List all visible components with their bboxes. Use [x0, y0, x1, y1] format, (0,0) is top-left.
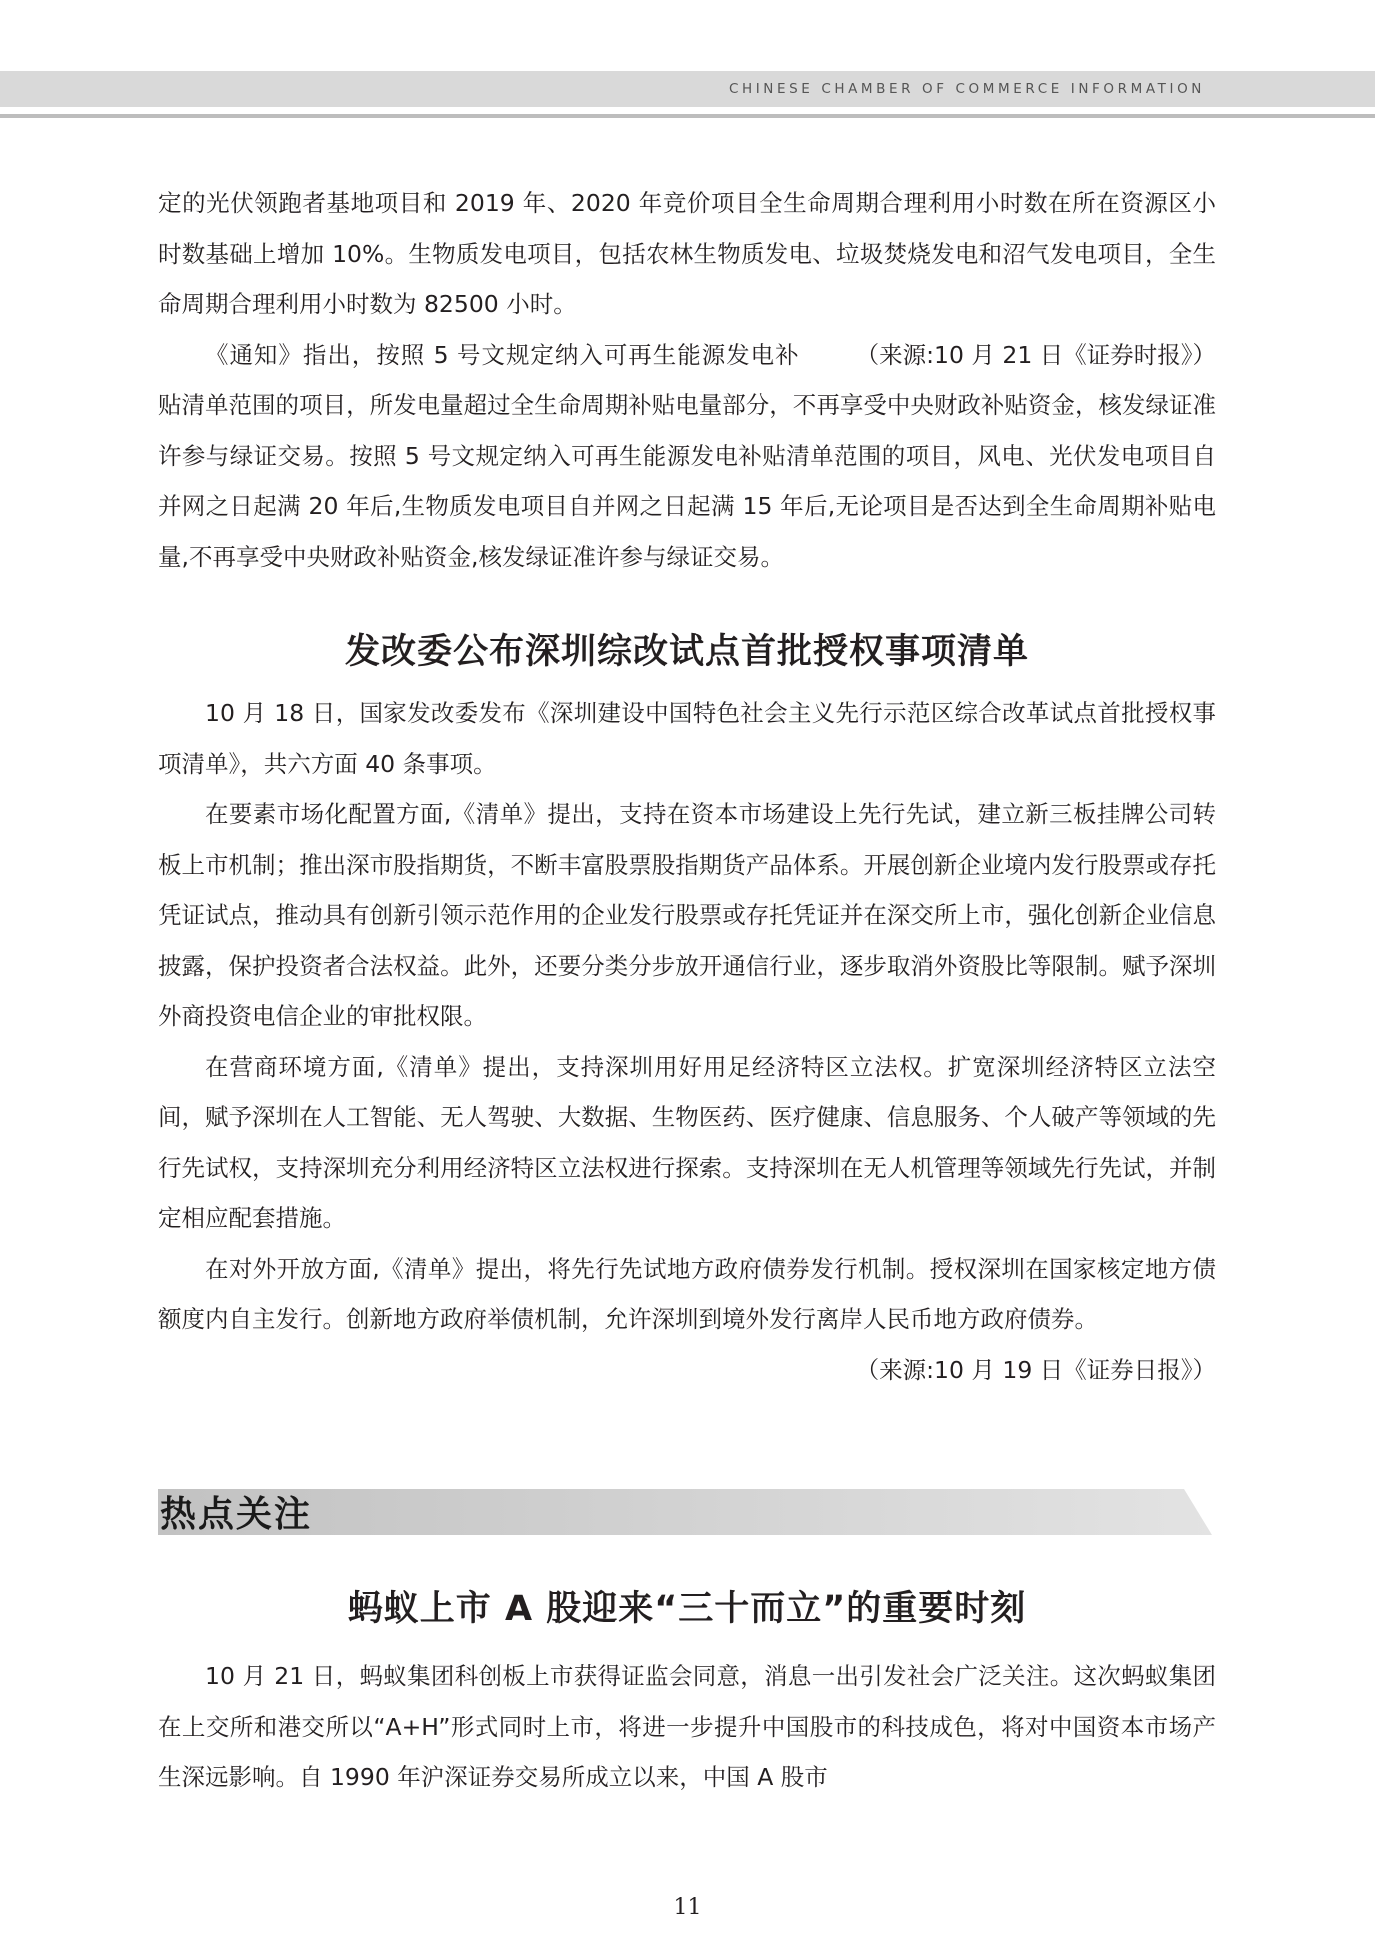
paragraph: 定的光伏领跑者基地项目和 2019 年、2020 年竞价项目全生命周期合理利用小时数在所在资源区小时数基础上增加 10%。生物质发电项目，包括农林生物质发电、垃圾焚烧发电和沼气发电项目，全生命周期合理利用小时数为 82500 小时。: [158, 189, 1216, 318]
paragraph-text: 《通知》指出，按照 5 号文规定纳入可再生能源发电补贴清单范围的项目，所发电量超过全生命周期补贴电量部分，不再享受中央财政补贴资金，核发绿证准许参与绿证交易。按照 5 号文规定纳入可再生能源发电补贴清单范围的项目，风电、光伏发电项目自并网之日起满 20 年后,生物质发电项目自并网之日起满 15 年后,无论项目是否达到全生命周期补贴电量,不再享受中央财政补贴资金,核发绿证准许参与绿证交易。: [158, 340, 1216, 571]
section-band: [158, 1489, 1212, 1535]
paragraph: 在对外开放方面,《清单》提出，将先行先试地方政府债券发行机制。授权深圳在国家核定地方债额度内自主发行。创新地方政府举债机制，允许深圳到境外发行离岸人民币地方政府债券。: [158, 1254, 1216, 1333]
paragraph: 10 月 21 日，蚂蚁集团科创板上市获得证监会同意，消息一出引发社会广泛关注。这次蚂蚁集团在上交所和港交所以“A+H”形式同时上市，将进一步提升中国股市的科技成色，将对中国资本市场产生深远影响。自 1990 年沪深证券交易所成立以来，中国 A 股市: [158, 1662, 1216, 1791]
page-content-lower: [158, 1581, 1216, 1803]
paragraph: 在营商环境方面,《清单》提出，支持深圳用好用足经济特区立法权。扩宽深圳经济特区立法空间，赋予深圳在人工智能、无人驾驶、大数据、生物医药、医疗健康、信息服务、个人破产等领域的先行先试权，支持深圳充分利用经济特区立法权进行探索。支持深圳在无人机管理等领域先行先试，并制定相应配套措施。: [158, 1052, 1216, 1232]
section-label: 热点关注: [160, 1493, 313, 1535]
header-rule: [0, 114, 1375, 118]
paragraph: 10 月 18 日，国家发改委发布《深圳建设中国特色社会主义先行示范区综合改革试点首批授权事项清单》，共六方面 40 条事项。: [158, 699, 1216, 778]
page-content: [158, 178, 1216, 1395]
article-title: 发改委公布深圳综改试点首批授权事项清单: [344, 632, 1029, 672]
paragraph: [158, 330, 1216, 583]
article-title: 蚂蚁上市 A 股迎来“三十而立”的重要时刻: [347, 1589, 1027, 1629]
page-number: 11: [673, 1895, 702, 1920]
publication-name: CHINESE CHAMBER OF COMMERCE INFORMATION: [728, 81, 1205, 97]
source-citation: （来源:10 月 19 日《证券日报》）: [855, 1355, 1216, 1384]
paragraph: 在要素市场化配置方面,《清单》提出，支持在资本市场建设上先行先试，建立新三板挂牌公司转板上市机制；推出深市股指期货，不断丰富股票股指期货产品体系。开展创新企业境内发行股票或存托凭证试点，推动具有创新引领示范作用的企业发行股票或存托凭证并在深交所上市，强化创新企业信息披露，保护投资者合法权益。此外，还要分类分步放开通信行业，逐步取消外资股比等限制。赋予深圳外商投资电信企业的审批权限。: [158, 800, 1216, 1030]
source-citation: （来源:10 月 21 日《证券时报》）: [855, 340, 1216, 369]
